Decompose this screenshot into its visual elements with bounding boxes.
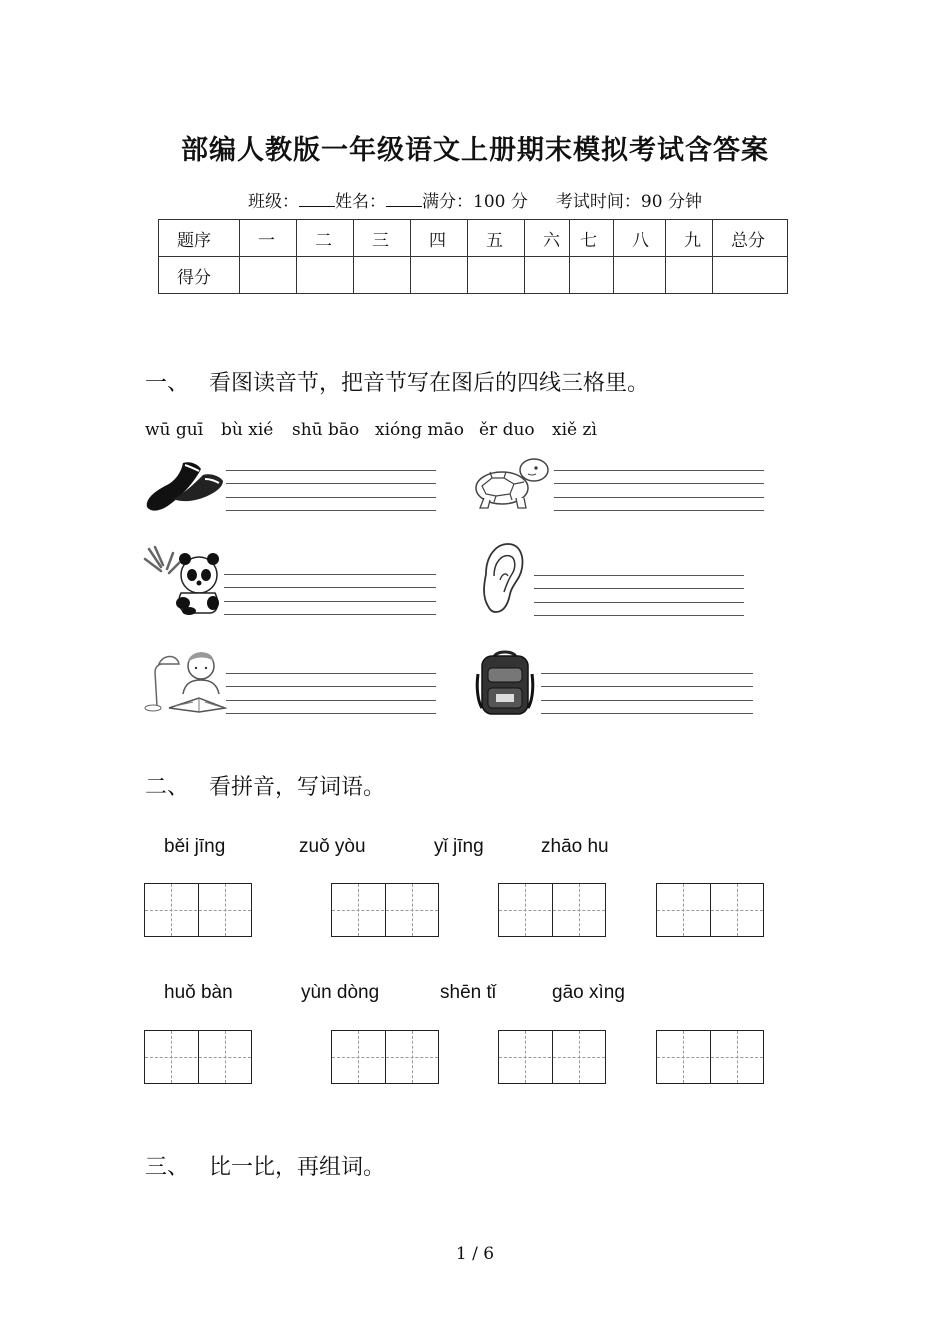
section-number: 二、 — [145, 775, 190, 800]
four-line-grid[interactable] — [224, 574, 436, 616]
four-line-grid[interactable] — [226, 673, 436, 715]
page-title: 部编人教版一年级语文上册期末模拟考试含答案 — [181, 135, 769, 166]
pinyin-label: yùn dòng — [301, 982, 380, 1003]
score-table-row — [159, 257, 788, 294]
table-cell: 三 — [354, 220, 411, 257]
score-input[interactable] — [713, 257, 788, 294]
four-line-grid[interactable] — [534, 575, 744, 617]
four-line-grid[interactable] — [226, 470, 436, 512]
pinyin-label: zuǒ yòu — [299, 836, 366, 857]
exam-info — [0, 187, 950, 212]
table-cell: 一 — [240, 220, 297, 257]
exam-time: 考试时间：90 分钟 — [555, 192, 702, 212]
score-input[interactable] — [570, 257, 614, 294]
syllable: xiě zì — [552, 420, 597, 440]
score-input[interactable] — [666, 257, 713, 294]
class-label: 班级： — [248, 192, 300, 212]
section-number: 三、 — [145, 1155, 190, 1180]
pinyin-label: huǒ bàn — [164, 982, 233, 1003]
tianzige-box[interactable] — [144, 883, 252, 937]
pinyin-label: zhāo hu — [541, 836, 609, 857]
score-table — [158, 219, 788, 294]
section-title: 看拼音，写词语。 — [209, 775, 386, 800]
backpack-picture — [474, 648, 536, 718]
score-input[interactable] — [240, 257, 297, 294]
page-number: 1 / 6 — [455, 1244, 495, 1264]
syllable: ěr duo — [479, 420, 535, 440]
tianzige-box[interactable] — [331, 1030, 439, 1084]
section-title: 比一比，再组词。 — [209, 1155, 386, 1180]
pinyin-label: gāo xìng — [552, 982, 625, 1003]
table-cell: 总分 — [713, 220, 788, 257]
section-3-heading — [145, 1150, 385, 1181]
pinyin-label: běi jīng — [164, 836, 226, 857]
panda-picture — [143, 545, 223, 615]
writing-child-picture — [143, 646, 227, 714]
shoes-picture — [143, 455, 225, 513]
score-input[interactable] — [411, 257, 468, 294]
pinyin-label: yǐ jīng — [434, 836, 484, 857]
score-input[interactable] — [297, 257, 354, 294]
tianzige-box[interactable] — [498, 883, 606, 937]
score-input[interactable] — [468, 257, 525, 294]
table-cell: 四 — [411, 220, 468, 257]
turtle-picture — [470, 452, 552, 516]
syllable: wū guī — [145, 420, 204, 440]
table-cell: 题序 — [159, 220, 240, 257]
pinyin-label: shēn tǐ — [440, 982, 496, 1003]
name-label: 姓名： — [335, 192, 387, 212]
syllable: bù xié — [221, 420, 274, 440]
class-blank[interactable] — [299, 192, 335, 207]
score-input[interactable] — [354, 257, 411, 294]
section-2-heading — [145, 770, 385, 801]
syllable: xióng māo — [375, 420, 464, 440]
name-blank[interactable] — [386, 192, 422, 207]
section-1-heading — [145, 366, 649, 397]
tianzige-box[interactable] — [656, 883, 764, 937]
section-title: 看图读音节，把音节写在图后的四线三格里。 — [209, 371, 650, 396]
score-table-header-row — [159, 220, 788, 257]
tianzige-box[interactable] — [144, 1030, 252, 1084]
syllable-list — [145, 420, 597, 440]
ear-picture — [478, 540, 526, 616]
table-cell: 七 — [570, 220, 614, 257]
table-cell: 二 — [297, 220, 354, 257]
table-cell: 六 — [525, 220, 570, 257]
four-line-grid[interactable] — [554, 470, 764, 512]
table-cell: 得分 — [159, 257, 240, 294]
table-cell: 八 — [614, 220, 666, 257]
score-input[interactable] — [525, 257, 570, 294]
table-cell: 五 — [468, 220, 525, 257]
tianzige-box[interactable] — [656, 1030, 764, 1084]
four-line-grid[interactable] — [541, 673, 753, 715]
tianzige-box[interactable] — [331, 883, 439, 937]
table-cell: 九 — [666, 220, 713, 257]
full-score: 满分：100 分 — [422, 192, 528, 212]
score-input[interactable] — [614, 257, 666, 294]
tianzige-box[interactable] — [498, 1030, 606, 1084]
syllable: shū bāo — [292, 420, 360, 440]
section-number: 一、 — [145, 371, 190, 396]
